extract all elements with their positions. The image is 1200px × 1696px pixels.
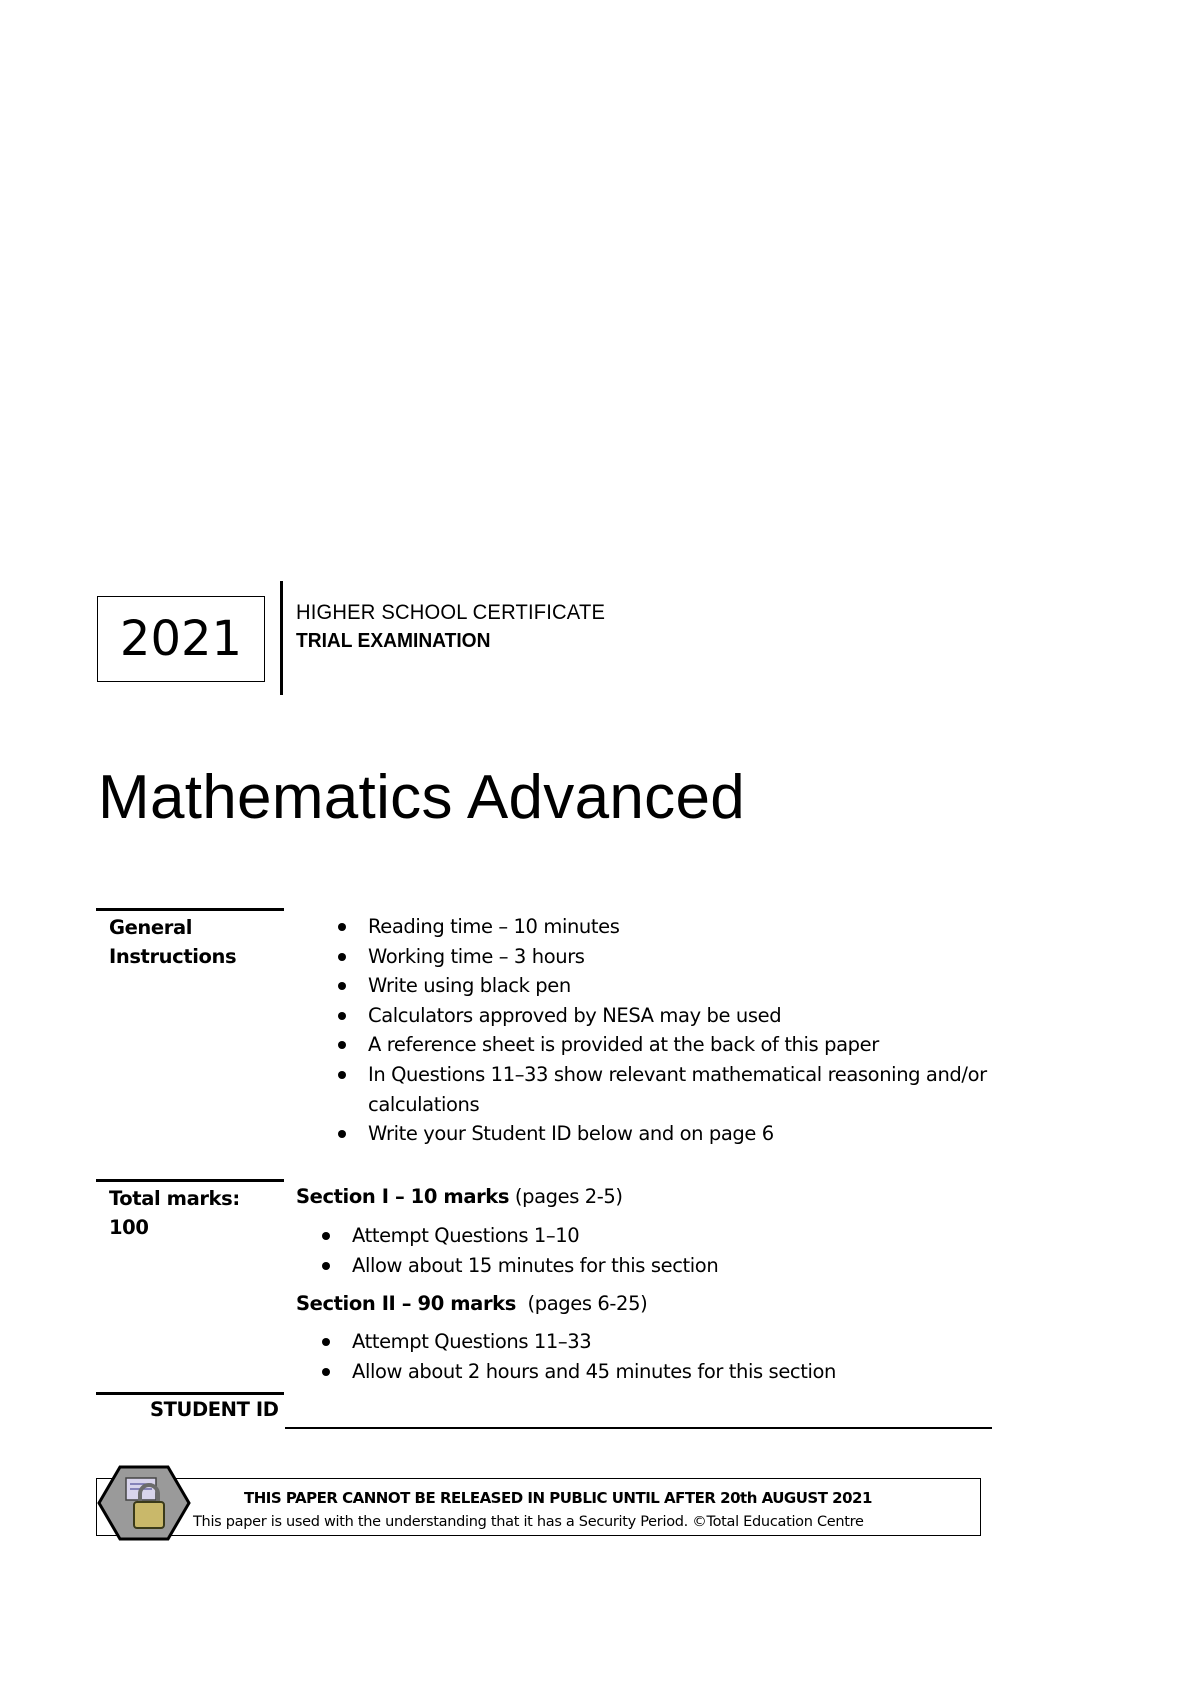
general-instructions-rule [96,908,284,911]
list-item: Reading time – 10 minutes [338,912,978,942]
list-item: Calculators approved by NESA may be used [338,1001,978,1031]
list-item: Attempt Questions 11–33 [322,1327,982,1357]
student-id-field[interactable] [285,1427,992,1429]
exam-year: 2021 [97,596,265,682]
general-instructions-label: General Instructions [109,916,237,968]
section-2-list [322,1327,982,1386]
total-marks-rule [96,1179,284,1182]
section-1-heading: Section I – 10 marks (pages 2-5) [296,1185,623,1208]
section-1-list [322,1221,982,1280]
list-item: Allow about 2 hours and 45 minutes for this section [322,1357,982,1387]
student-id-rule [96,1392,284,1395]
release-notice: THIS PAPER CANNOT BE RELEASED IN PUBLIC UNTIL AFTER 20th AUGUST 2021 [244,1489,872,1507]
list-item: Write using black pen [338,971,978,1001]
security-statement: This paper is used with the understanding that it has a Security Period. ©Total Education Centre [193,1514,864,1530]
list-item: A reference sheet is provided at the back of this paper [338,1030,978,1060]
certificate-name: HIGHER SCHOOL CERTIFICATE [296,601,606,624]
student-id-label: STUDENT ID [150,1398,279,1421]
header-divider [280,581,283,695]
list-item: Attempt Questions 1–10 [322,1221,982,1251]
list-item: Working time – 3 hours [338,942,978,972]
list-item: Allow about 15 minutes for this section [322,1251,982,1281]
general-instructions-list [338,912,987,1149]
padlock-icon [96,1464,192,1542]
list-item: Write your Student ID below and on page 6 [338,1119,978,1149]
total-marks-label: Total marks: 100 [109,1187,240,1239]
paper-title: Mathematics Advanced [98,763,746,832]
list-item: In Questions 11–33 show relevant mathematical reasoning and/or calculations [338,1060,988,1119]
section-2-heading: Section II – 90 marks (pages 6-25) [296,1292,648,1315]
exam-type: TRIAL EXAMINATION [296,630,491,652]
